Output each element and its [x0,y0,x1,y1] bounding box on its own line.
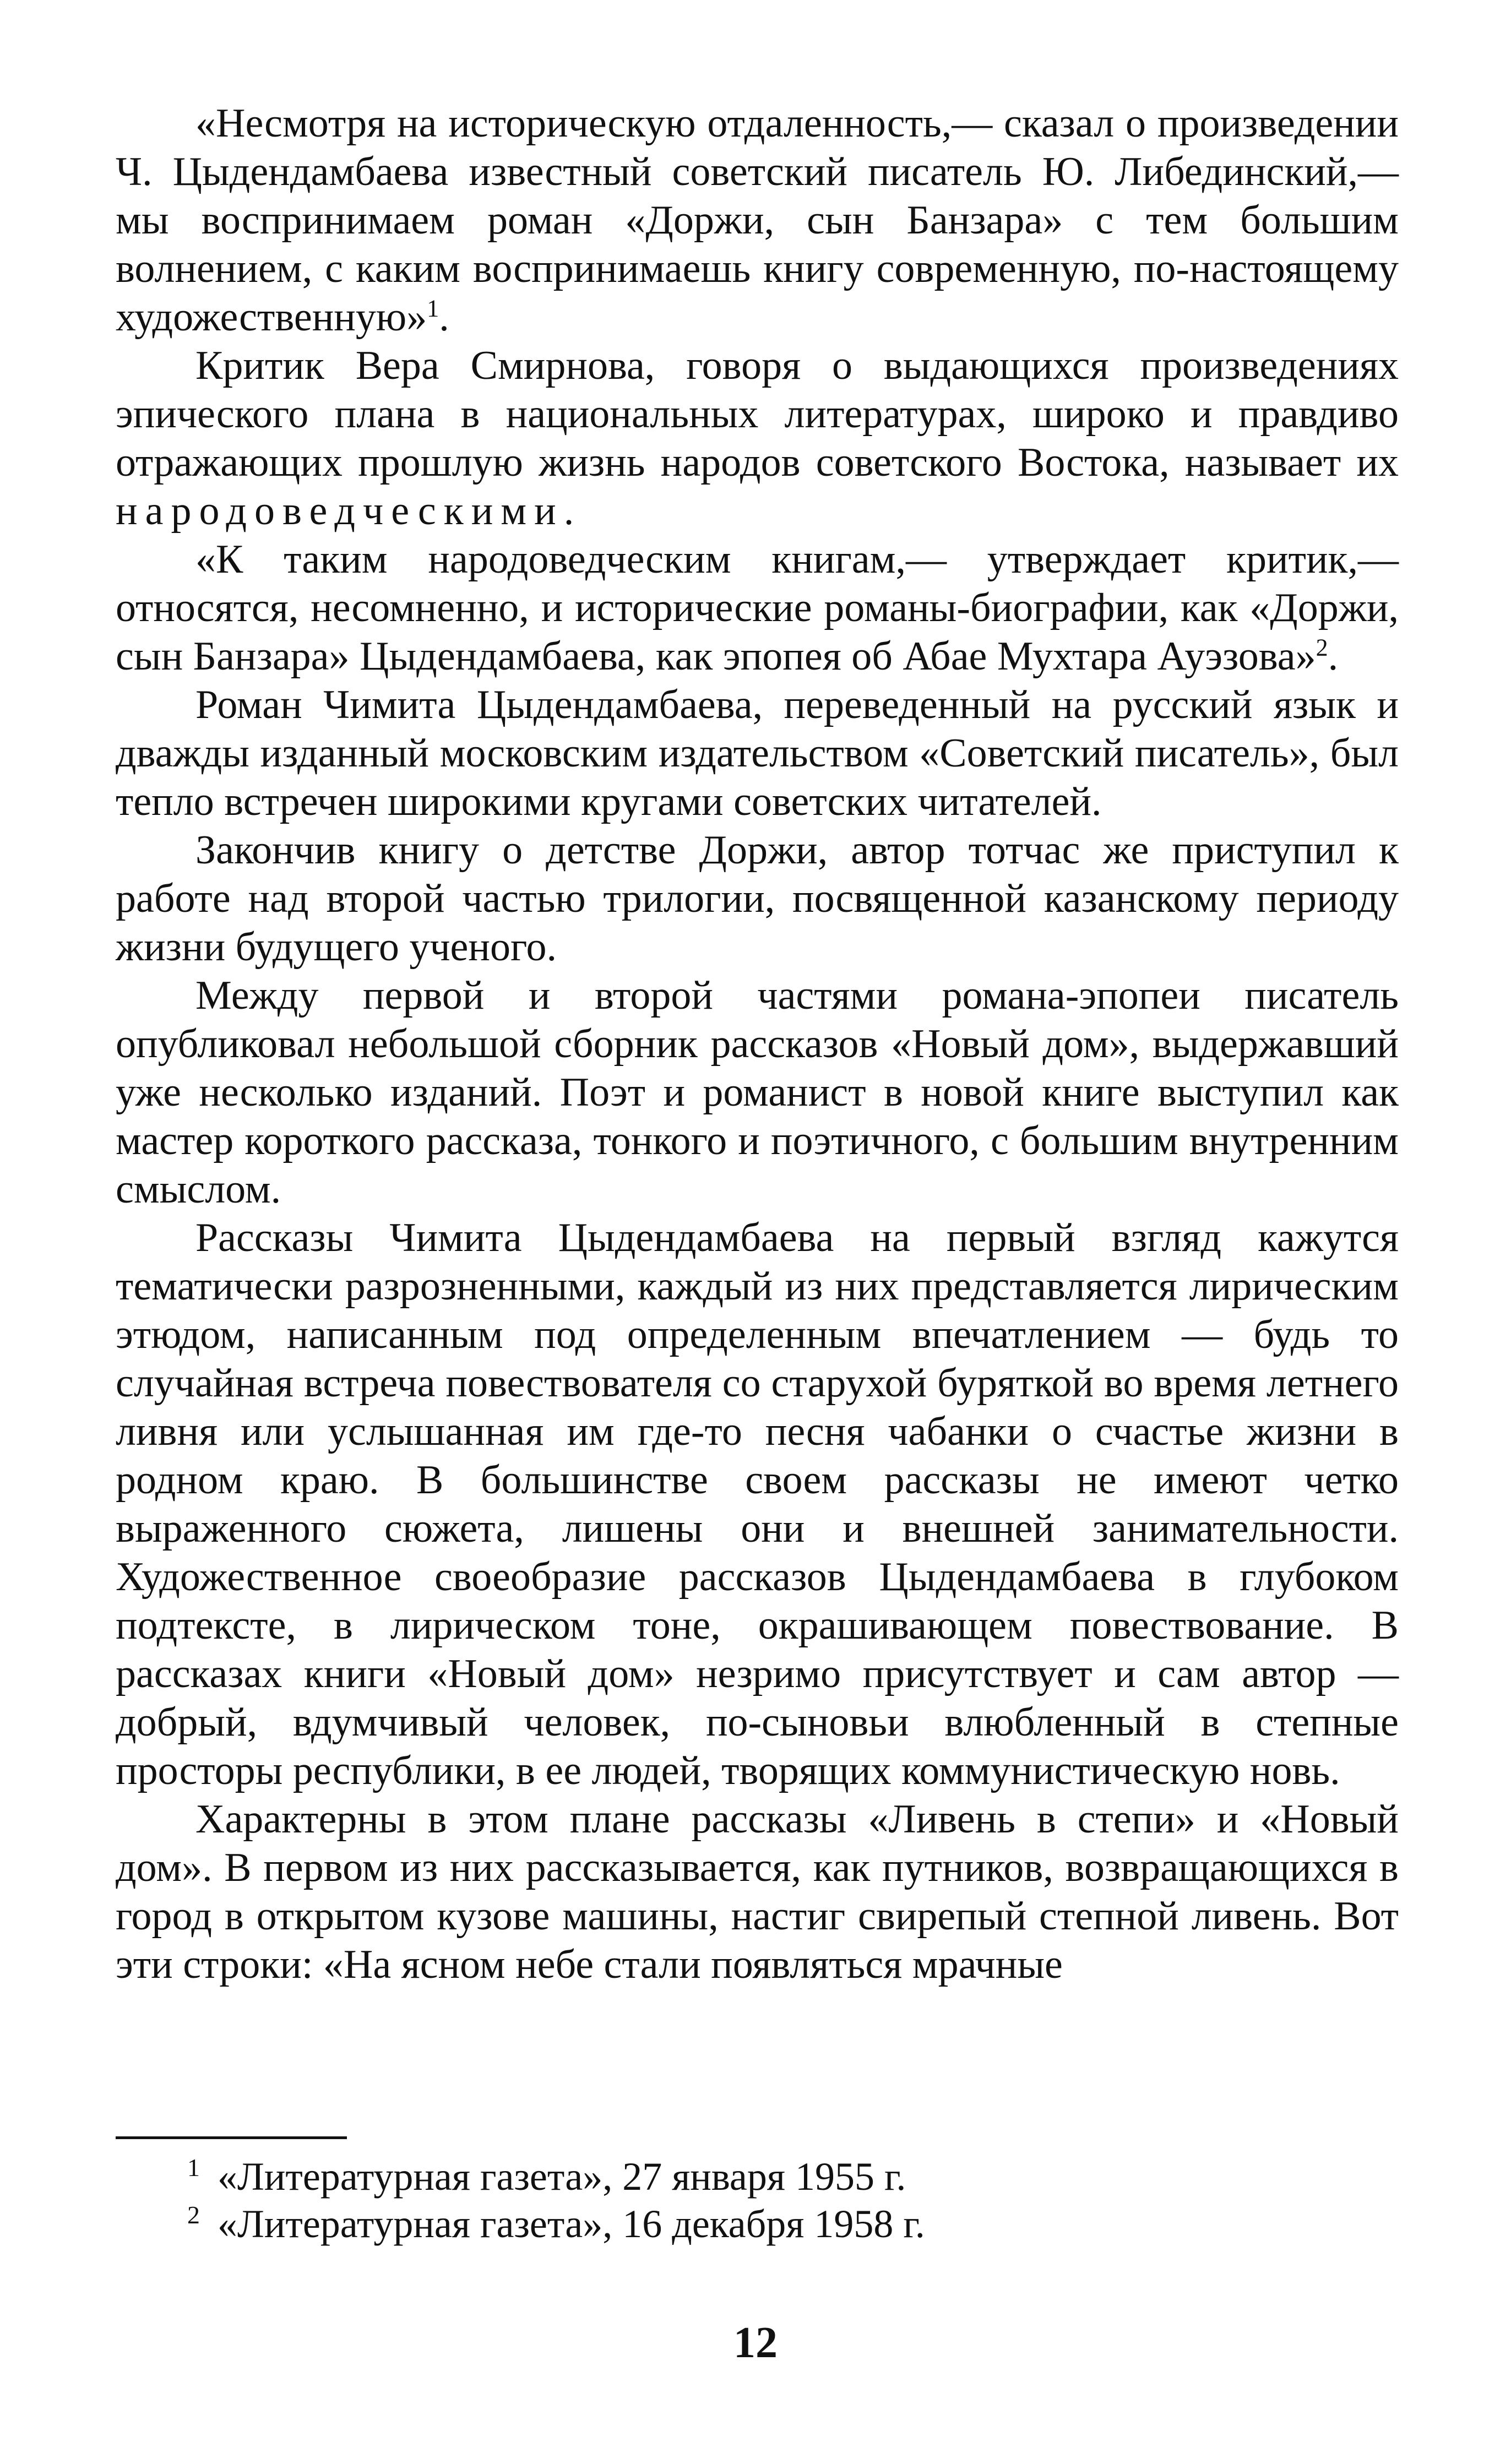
paragraph-1: «Несмотря на историческую отдаленность,— сказал о произведении Ч. Цыдендамбаева известный советский писатель Ю. Либединский,— мы воспринимаем роман «Доржи, сын Банзара» с тем большим волнением, с каким воспринимаешь книгу современную, по-настоящему художественную»$^1$. [116,101,1399,340]
paragraph-4: Роман Чимита Цыдендамбаева, переведенный на русский язык и дважды изданный московским издательством «Советский писатель», был тепло встречен широкими кругами советских читателей. [116,682,1399,824]
paragraph-6: Между первой и второй частями романа-эпопеи писатель опубликовал небольшой сборник рассказов «Новый дом», выдержавший уже несколько изданий. Поэт и романист в новой книге выступил как мастер короткого рассказа, тонкого и поэтичного, с большим внутренним смыслом. [116,973,1399,1212]
footnotes [187,2153,1344,2248]
page-number: 12 [733,2319,778,2367]
paragraph-8: Характерны в этом плане рассказы «Ливень в степи» и «Новый дом». В первом из них рассказывается, как путников, возвращающихся в город в открытом кузове машины, настиг свирепый степной ливень. Вот эти строки: «На ясном небе стали появляться мрачные [116,1797,1399,1987]
paragraph-1-text: «Несмотря на историческую отдаленность,— сказал о произведении Ч. Цыдендамбаева известный советский писатель Ю. Либединский,— мы воспринимаем роман «Доржи, сын Банзара» с тем большим волнением, с каким воспринимаешь книгу современную, по-настоящему художественную» [116,101,1399,340]
footnote-ref-2: 2 [1316,634,1328,661]
footnote-divider [116,2136,347,2139]
paragraph-5: Закончив книгу о детстве Доржи, автор тотчас же приступил к работе над второй частью трилогии, посвященной казанскому периоду жизни будущего ученого. [116,828,1399,970]
paragraph-3: «К таким народоведческим книгам,— утверждает критик,— относятся, несомненно, и исторические романы-биографии, как «Доржи, сын Банзара» Цыдендамбаева, как эпопея об Абае Мухтара Ауэзова»$^2$. [116,537,1399,679]
paragraph-2-text: Критик Вера Смирнова, говоря о выдающихся произведениях эпического плана в национальных литературах, широко и правдиво отражающих прошлую жизнь народов советского Востока, называет их [116,343,1399,485]
footnote-1: 1 «Литературная газета», 27 января 1955 г. [187,2153,906,2199]
paragraph-3-text: «К таким народоведческим книгам,— утверждает критик,— относятся, несомненно, и исторические романы-биографии, как «Доржи, сын Банзара» Цыдендамбаева, как эпопея об Абае Мухтара Ауэзова» [116,537,1399,679]
paragraph-2 [116,341,1399,535]
footnote-1-text: «Литературная газета», 27 января 1955 г. [218,2155,906,2199]
page-body [116,99,1399,1989]
paragraph-7: Рассказы Чимита Цыдендамбаева на первый взгляд кажутся тематически разрозненными, каждый из них представляется лирическим этюдом, написанным под определенным впечатлением — будь то случайная встреча повествователя со старухой буряткой во время летнего ливня или услышанная им где-то песня чабанки о счастье жизни в родном краю. В большинстве своем рассказы не имеют четко выраженного сюжета, лишены они и внешней занимательности. Художественное своеобразие рассказов Цыдендамбаева в глубоком подтексте, в лирическом тоне, окрашивающем повествование. В рассказах книги «Новый дом» незримо присутствует и сам автор — добрый, вдумчивый человек, по-сыновьи влюбленный в степные просторы республики, в ее людей, творящих коммунистическую новь. [116,1215,1399,1793]
emphasized-term: народоведческими. [116,488,582,534]
footnote-2: 2 «Литературная газета», 16 декабря 1958 г. [187,2201,925,2246]
footnote-ref-1: 1 [427,295,439,322]
footnote-2-text: «Литературная газета», 16 декабря 1958 г. [218,2202,925,2246]
